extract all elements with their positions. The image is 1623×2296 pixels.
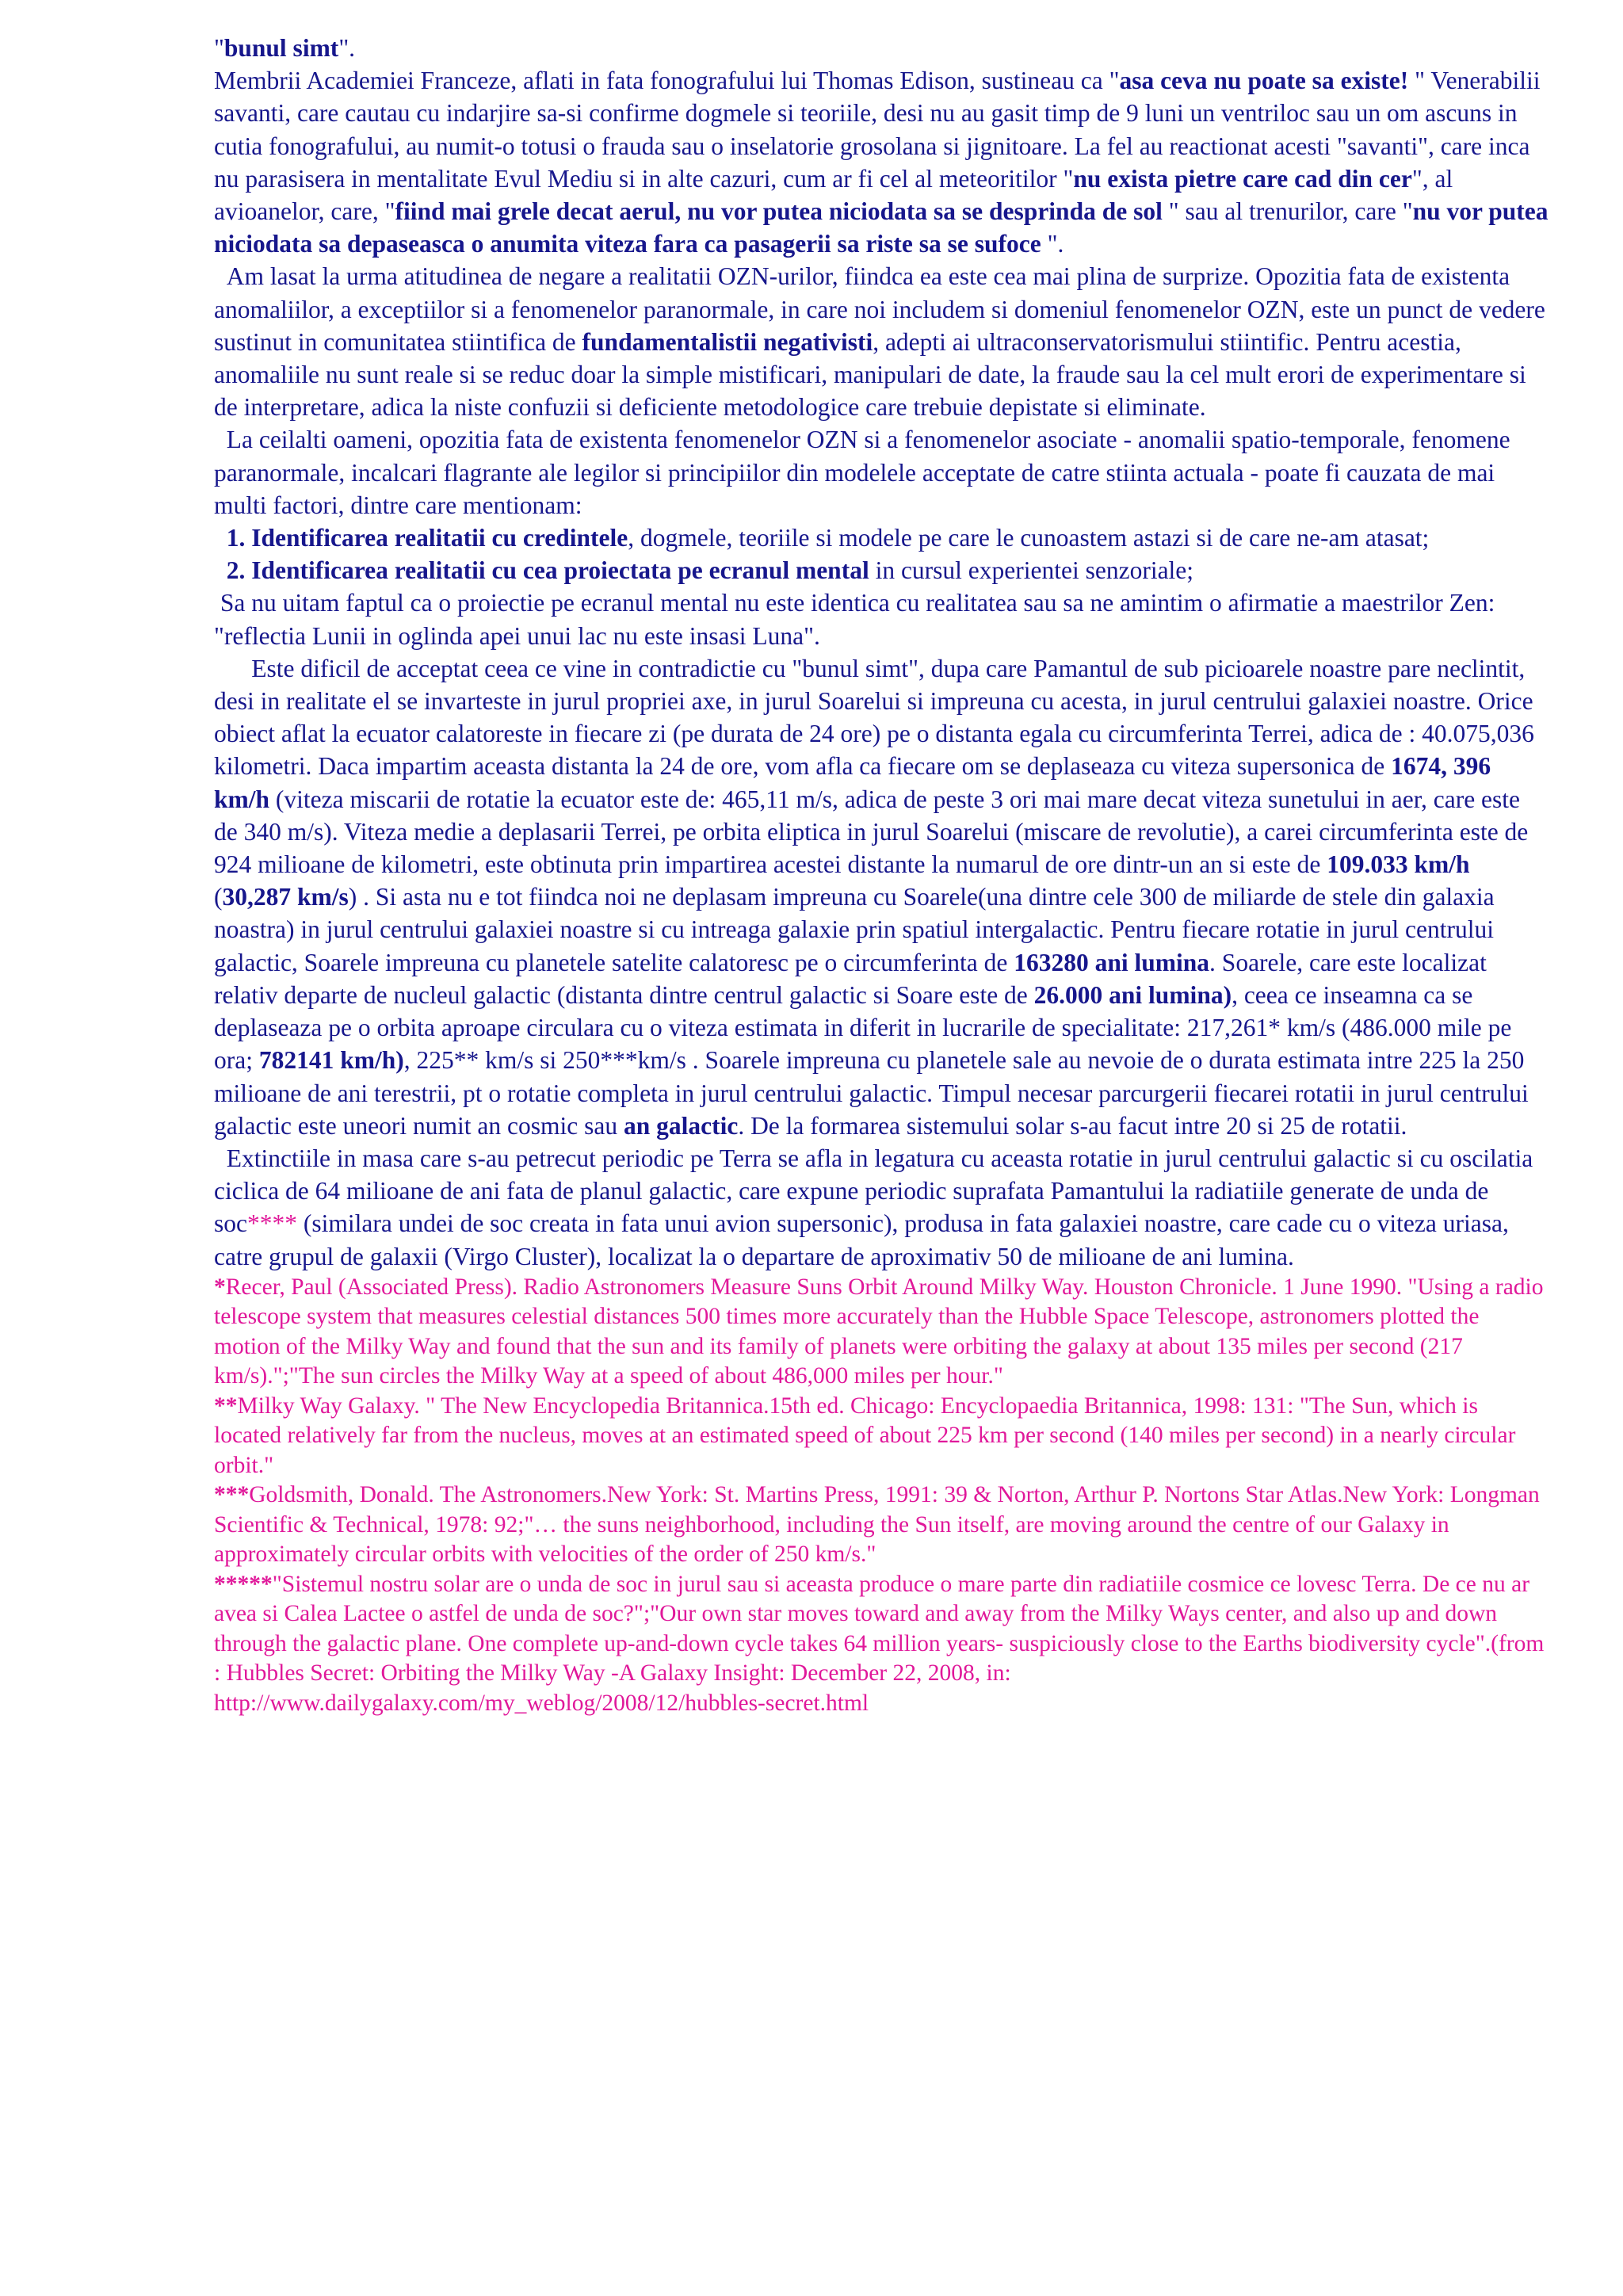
footnote-marker: **** bbox=[247, 1209, 297, 1238]
bold-phrase: 26.000 ani lumina) bbox=[1033, 980, 1232, 1009]
text-run: ", al avioanelor, care, " bbox=[214, 164, 1453, 226]
bold-phrase: 1. Identificarea realitatii cu credintele bbox=[226, 524, 628, 552]
footnote-2 bbox=[214, 1392, 1549, 1481]
bold-phrase: 2. Identificarea realitatii cu cea proiectata pe ecranul mental bbox=[226, 556, 869, 585]
footnote-marker: *** bbox=[214, 1482, 250, 1508]
bold-phrase: an galactic bbox=[623, 1111, 739, 1140]
text-run: ( bbox=[214, 883, 223, 911]
text-run: Este dificil de acceptat ceea ce vine in contradictie cu "bunul simt", dupa care Pamantul de sub picioarele noastre pare neclintit, desi in realitate el se invarteste in jurul propriei axe, in jurul Soarelui si impreuna cu acesta, in jurul centrului galaxiei noastre. Orice obiect aflat la ecuator calatoreste in fiecare zi (pe durata de 24 ore) pe o distanta egala cu circumferinta Terrei, adica de : 40.075,036 kilometri. Daca impartim aceasta distanta la 24 de ore, vom afla ca fiecare om se deplaseaza cu viteza supersonica de bbox=[214, 654, 1534, 781]
footnote-text: Milky Way Galaxy. " The New Encyclopedia Britannica.15th ed. Chicago: Encyclopaedia Britannica, 1998: 131: "The Sun, which is located relatively far from the nucleus, moves at an estimated speed of about 225 km per second (140 miles per second) in a nearly circular orbit." bbox=[214, 1392, 1516, 1478]
footnote-marker: ***** bbox=[214, 1571, 273, 1597]
text-run: Membrii Academiei Franceze, aflati in fata fonografului lui Thomas Edison, sustineau ca " bbox=[214, 67, 1120, 95]
paragraph-extinctii bbox=[214, 1142, 1549, 1273]
text-run: , dogmele, teoriile si modele pe care le cunoastem astazi si de care ne-am atasat; bbox=[628, 524, 1430, 552]
text-run: in cursul experientei senzoriale; bbox=[869, 556, 1194, 585]
paragraph-zen bbox=[214, 586, 1549, 651]
text-run: Am lasat la urma atitudinea de negare a realitatii OZN-urilor, fiindca ea este cea mai plina de surprize. Opozitia fata de existenta anomaliilor, a exceptiilor si a fenomenelor paranormale, in care noi includem si domeniul fenomenelor OZN, este un punct de vedere sustinut in comunitatea stiintifica de bbox=[214, 262, 1545, 356]
document-page bbox=[214, 32, 1549, 1718]
footnote-text: Recer, Paul (Associated Press). Radio Astronomers Measure Suns Orbit Around Milky Way. Houston Chronicle. 1 June 1990. "Using a radio telescope system that measures celestial distances 500 times more accurately than the Hubble Space Telescope, astronomers plotted the motion of the Milky Way and found that the sun and its family of planets were orbiting the galaxy at about 135 miles per second (217 km/s).";"The sun circles the Milky Way at a speed of about 486,000 miles per hour." bbox=[214, 1274, 1544, 1389]
footnote-marker: ** bbox=[214, 1392, 238, 1419]
text-run: ". bbox=[1041, 230, 1064, 258]
bold-phrase: 782141 km/h) bbox=[258, 1046, 404, 1075]
paragraph-academia-franceza bbox=[214, 64, 1549, 260]
text-run: ) . Si asta nu e tot fiindca noi ne deplasam impreuna cu Soarele(una dintre cele 300 de miliarde de stele din galaxia noastra) in jurul centrului galaxiei noastre si cu intreaga galaxie prin spatiul intergalactic. Pentru fiecare rotatie in jurul centrului galactic, Soarele impreuna cu planetele satelite calatoresc pe o circumferinta de bbox=[214, 883, 1495, 976]
bold-phrase: asa ceva nu poate sa existe! bbox=[1119, 67, 1409, 95]
text-run: ". bbox=[338, 34, 356, 62]
footnote-text: "Sistemul nostru solar are o unda de soc in jurul sau si aceasta produce o mare parte din radiatiile cosmice ce lovesc Terra. De ce nu ar avea si Calea Lactee o astfel de unda de soc?";"Our own star moves toward and away from the Milky Ways center, and also up and down through the galactic plane. One complete up-and-down cycle takes 64 million years- suspiciously close to the Earths biodiversity cycle".(from : Hubbles Secret: Orbiting the Milky Way -A Galaxy Insight: December 22, 2008, in: http://www.dailygalaxy.com/my_weblog/2008/12/hubbles-secret.html bbox=[214, 1571, 1545, 1716]
paragraph-ceilalti-oameni bbox=[214, 423, 1549, 521]
footnote-4 bbox=[214, 1570, 1549, 1719]
text-run: " Venerabilii savanti, care cautau cu indarjire sa-si confirme dogmele si teoriile, desi nu au gasit timp de 9 luni un ventriloc sau un om ascuns in cutia fonografului, au numit-o totusi o frauda sau o inselatorie grosolana si jignitoare. La fel au reactionat acesti "savanti", care inca nu parasisera in mentalitate Evul Mediu si in alte cazuri, cum ar fi cel al meteoritilor " bbox=[214, 67, 1541, 193]
text-run: . Soarele, care este localizat relativ departe de nucleul galactic (distanta dintre centrul galactic si Soare este de bbox=[214, 948, 1487, 1009]
footnote-text: Goldsmith, Donald. The Astronomers.New York: St. Martins Press, 1991: 39 & Norton, Arthur P. Nortons Star Atlas.New York: Longman Scientific & Technical, 1978: 92;"… the suns neighborhood, including the Sun itself, are moving around the centre of our Galaxy in approximately circular orbits with velocities of the order of 250 km/s." bbox=[214, 1482, 1540, 1568]
bold-phrase: 30,287 km/s bbox=[222, 883, 349, 911]
paragraph-bunul-simt-pamant bbox=[214, 652, 1549, 1142]
text-run: (viteza miscarii de rotatie la ecuator este de: 465,11 m/s, adica de peste 3 ori mai mare decat viteza sunetului in aer, care este de 340 m/s). Viteza medie a deplasarii Terrei, pe orbita eliptica in jurul Soarelui (miscare de revolutie), a carei circumferinta este de 924 milioane de kilometri, este obtinuta prin impartirea acestei distante la numarul de ore dintr-un an si este de bbox=[214, 785, 1529, 879]
bold-phrase: 109.033 km/h bbox=[1327, 850, 1470, 879]
bold-phrase: bunul simt bbox=[223, 34, 339, 62]
list-item-1 bbox=[214, 521, 1549, 554]
footnote-marker: * bbox=[214, 1274, 226, 1300]
bold-phrase: fiind mai grele decat aerul, nu vor putea niciodata sa se desprinda de sol bbox=[395, 197, 1163, 226]
bold-phrase: 1674, 396 km/h bbox=[214, 752, 1491, 813]
bold-phrase: nu vor putea niciodata sa depaseasca o anumita viteza fara ca pasagerii sa riste sa se sufoce bbox=[214, 197, 1549, 258]
paragraph-bunul-simt bbox=[214, 32, 1549, 64]
text-run: , 225** km/s si 250***km/s . Soarele impreuna cu planetele sale au nevoie de o durata estimata intre 225 la 250 milioane de ani terestrii, pt o rotatie completa in jurul centrului galactic. Timpul necesar parcurgerii fiecarei rotatii in jurul centrului galactic este uneori numit an cosmic sau bbox=[214, 1046, 1529, 1140]
text-run: . De la formarea sistemului solar s-au facut intre 20 si 25 de rotatii. bbox=[738, 1111, 1407, 1140]
footnote-3 bbox=[214, 1480, 1549, 1570]
bold-phrase: fundamentalistii negativisti bbox=[582, 327, 873, 356]
text-run: , ceea ce inseamna ca se deplaseaza pe o orbita aproape circulara cu o viteza estimata in diferit in lucrarile de specialitate: 217,261* km/s (486.000 mile pe ora; bbox=[214, 980, 1512, 1075]
text-run: " sau al trenurilor, care " bbox=[1162, 197, 1413, 226]
text-run: " bbox=[214, 34, 224, 62]
paragraph-negare-ozn bbox=[214, 260, 1549, 423]
list-item-2 bbox=[214, 554, 1549, 586]
text-run: La ceilalti oameni, opozitia fata de existenta fenomenelor OZN si a fenomenelor asociate - anomalii spatio-temporale, fenomene paranormale, incalcari flagrante ale legilor si principiilor din modelele acceptate de catre stiinta actuala - poate fi cauzata de mai multi factori, dintre care mentionam: bbox=[214, 426, 1510, 519]
bold-phrase: nu exista pietre care cad din cer bbox=[1073, 164, 1412, 193]
text-run: (similara undei de soc creata in fata unui avion supersonic), produsa in fata galaxiei noastre, care cade cu o viteza uriasa, catre grupul de galaxii (Virgo Cluster), localizat la o departare de aproximativ 50 de milioane de ani lumina. bbox=[214, 1209, 1509, 1270]
text-run: , adepti ai ultraconservatorismului stiintific. Pentru acestia, anomaliile nu sunt reale si se reduc doar la simple mistificari, manipulari de date, la fraude sau la cel mult erori de experimentare si de interpretare, adica la niste confuzii si deficiente metodologice care trebuie depistate si eliminate. bbox=[214, 327, 1526, 422]
footnote-1 bbox=[214, 1273, 1549, 1392]
text-run: Sa nu uitam faptul ca o proiectie pe ecranul mental nu este identica cu realitatea sau sa ne amintim o afirmatie a maestrilor Zen: "reflectia Lunii in oglinda apei unui lac nu este insasi Luna". bbox=[214, 589, 1495, 650]
text-run: Extinctiile in masa care s-au petrecut periodic pe Terra se afla in legatura cu aceasta rotatie in jurul centrului galactic si cu oscilatia ciclica de 64 milioane de ani fata de planul galactic, care expune periodic suprafata Pamantului la radiatiile generate de unda de soc bbox=[214, 1144, 1533, 1238]
bold-phrase: 163280 ani lumina bbox=[1014, 948, 1210, 976]
